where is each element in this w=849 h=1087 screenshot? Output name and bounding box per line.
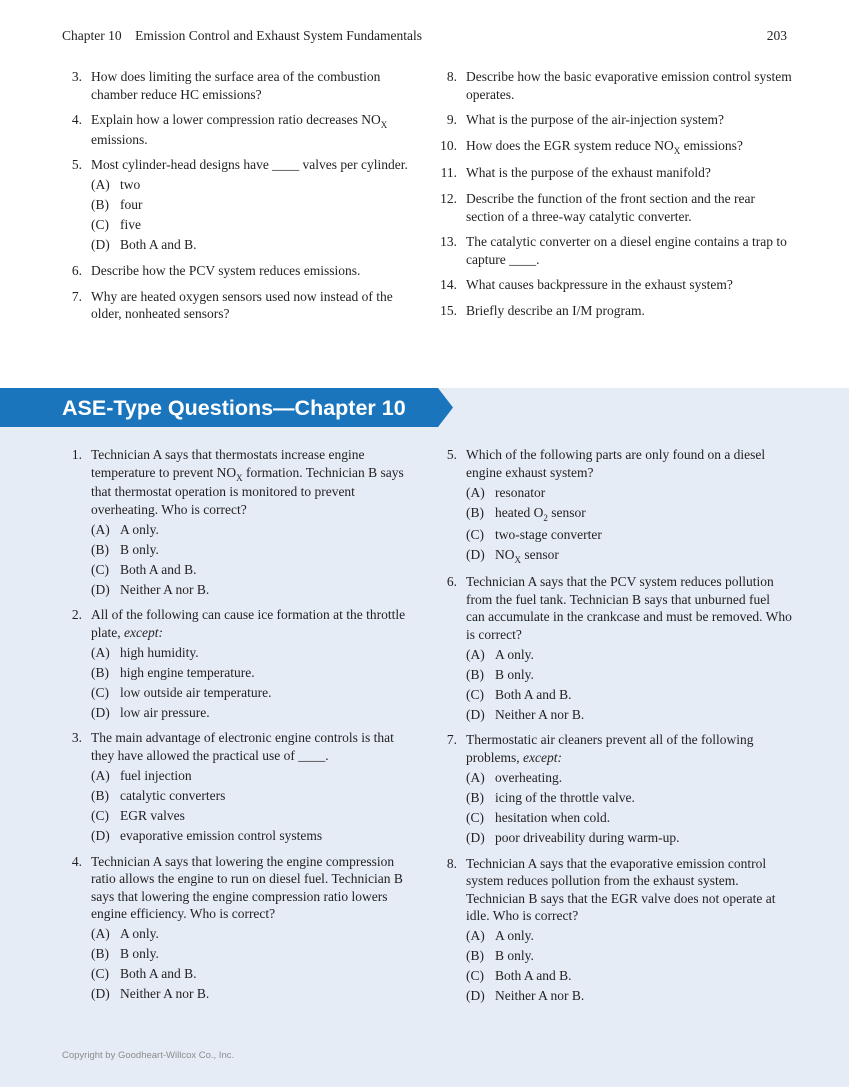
ase-question-7: 7. Thermostatic air cleaners prevent all of the following problems, except: (A) overheating. (B) icing of the throttle valve. (C) hesitation when cold. (D) poor driveability during warm-up.: [437, 731, 792, 846]
ase-question-2: 2. All of the following can cause ice formation at the throttle plate, except: (A) high humidity. (B) high engine temperature. (C) low outside air temperature. (D) low air pressure.: [62, 606, 417, 721]
page-number: 203: [766, 28, 787, 43]
review-question-4: 4. Explain how a lower compression ratio decreases $NO_X$ emissions.: [71, 112, 388, 147]
answer-option: (D) Neither A nor B.: [466, 988, 585, 1004]
answer-option: (C) low outside air temperature.: [91, 684, 272, 700]
answer-option: (B) B only.: [466, 948, 534, 964]
review-question-15: 15. Briefly describe an I/M program.: [440, 302, 645, 318]
review-question-13: 13. The catalytic converter on a diesel engine contains a trap to capture ____.: [440, 234, 787, 267]
answer-option: (D) evaporative emission control systems: [91, 827, 323, 843]
answer-option: (C) Both A and B.: [91, 966, 197, 982]
answer-option: (A) A only.: [466, 646, 534, 662]
ase-section-title: ASE-Type Questions—Chapter 10: [62, 396, 406, 420]
ase-question-8: 8. Technician A says that the evaporative emission control system reduces pollution from the exhaust system. Technician B says that the EGR valve does not operate at idle. Who is correct? (A) A only. (B) B only. (C) Both A and B. (D) Neither A nor B.: [437, 855, 792, 1005]
ase-question-6: 6. Technician A says that the PCV system reduces pollution from the fuel tank. Technician B says that unburned fuel can accumulate in the crankcase and must be removed. Who is correct? (A) A only. (B) B only. (C) Both A and B. (D) Neither A nor B.: [446, 574, 792, 722]
ase-question-5: 5. Which of the following parts are only found on a diesel engine exhaust system? (A) resonator (B) heated $O_2$ sensor (C) two-stage converter (D) $NO_X$ sensor: [437, 446, 792, 565]
answer-option: (C) EGR valves: [91, 807, 185, 823]
ase-column-left: [62, 446, 417, 1011]
answer-option: (A) two: [91, 177, 141, 193]
answer-option: (C) two-stage converter: [466, 526, 602, 542]
answer-option: (C) Both A and B.: [466, 686, 572, 702]
answer-option: (D) Neither A nor B.: [466, 706, 585, 722]
chapter-label: Chapter 10: [62, 28, 122, 43]
answer-option: (B) B only.: [91, 541, 159, 557]
ase-question-3: 3. The main advantage of electronic engine controls is that they have allowed the practical use of ____. (A) fuel injection (B) catalytic converters (C) EGR valves (D) evaporative emission control systems: [62, 729, 417, 844]
answer-option: (B) icing of the throttle valve.: [466, 790, 635, 805]
answer-option: (A) fuel injection: [91, 768, 192, 784]
answer-option: (D) Both A and B.: [91, 237, 197, 253]
review-question-5: 5. Most cylinder-head designs have ____ valves per cylinder. (A) two (B) four (C) five (D) Both A and B.: [62, 156, 412, 254]
answer-option: (C) Both A and B.: [466, 968, 572, 984]
answer-option: (D) Neither A nor B.: [91, 986, 210, 1002]
review-question-6: 6. Describe how the PCV system reduces emissions.: [71, 262, 361, 278]
answer-option: (A) A only.: [91, 926, 159, 942]
answer-option: (A) high humidity.: [91, 644, 199, 660]
answer-option: (C) Both A and B.: [91, 561, 197, 577]
review-question-14: 14. What causes backpressure in the exhaust system?: [440, 277, 733, 293]
review-question-9: 9. What is the purpose of the air-injection system?: [446, 112, 725, 128]
chapter-heading: [62, 28, 422, 44]
answer-option: (B) B only.: [466, 666, 534, 682]
answer-option: (B) high engine temperature.: [91, 664, 255, 680]
review-column-right: [437, 68, 792, 328]
ase-column-right: [437, 446, 792, 1013]
ase-question-4: 4. Technician A says that lowering the engine compression ratio allows the engine to run on diesel fuel. Technician B says that lowering the engine compression ratio lowers engine efficiency. Who is correct? (A) A only. (B) B only. (C) Both A and B. (D) Neither A nor B.: [62, 853, 417, 1003]
review-question-8: 8. Describe how the basic evaporative emission control system operates.: [446, 69, 792, 102]
review-question-10: 10. How does the EGR system reduce $NO_X$ emissions?: [440, 137, 743, 156]
answer-option: (C) five: [91, 217, 141, 233]
answer-option: (C) hesitation when cold.: [466, 809, 611, 825]
review-question-3: 3. How does limiting the surface area of the combustion chamber reduce HC emissions?: [71, 69, 381, 102]
answer-option: (B) four: [91, 197, 143, 213]
review-question-11: 11. What is the purpose of the exhaust manifold?: [440, 165, 711, 181]
answer-option: (B) B only.: [91, 946, 159, 962]
answer-option: (D) poor driveability during warm-up.: [466, 829, 680, 845]
review-question-12: 12. Describe the function of the front section and the rear section of a three-way catalytic converter.: [440, 190, 756, 224]
chapter-title: Emission Control and Exhaust System Fundamentals: [135, 28, 422, 43]
answer-option: (A) resonator: [466, 484, 546, 500]
answer-option: (D) Neither A nor B.: [91, 581, 210, 597]
answer-option: (D) low air pressure.: [91, 704, 210, 720]
answer-option: (A) A only.: [91, 521, 159, 537]
review-column-left: [62, 68, 412, 331]
answer-option: (A) A only.: [466, 928, 534, 944]
answer-option: (D) $NO_X$ sensor: [466, 546, 559, 565]
answer-option: (B) heated $O_2$ sensor: [466, 504, 586, 523]
copyright-notice: Copyright by Goodheart-Willcox Co., Inc.: [62, 1050, 235, 1061]
ase-question-1: 1. Technician A says that thermostats increase engine temperature to prevent $NO_X$ formation. Technician B says that thermostat operation is monitored to prevent overheating. Who is correct? (A) A only. (B) B only. (C) Both A and B. (D) Neither A nor B.: [62, 446, 417, 598]
answer-option: (B) catalytic converters: [91, 788, 226, 803]
answer-option: (A) overheating.: [466, 770, 563, 786]
review-question-7: 7. Why are heated oxygen sensors used now instead of the older, nonheated sensors?: [71, 288, 393, 322]
